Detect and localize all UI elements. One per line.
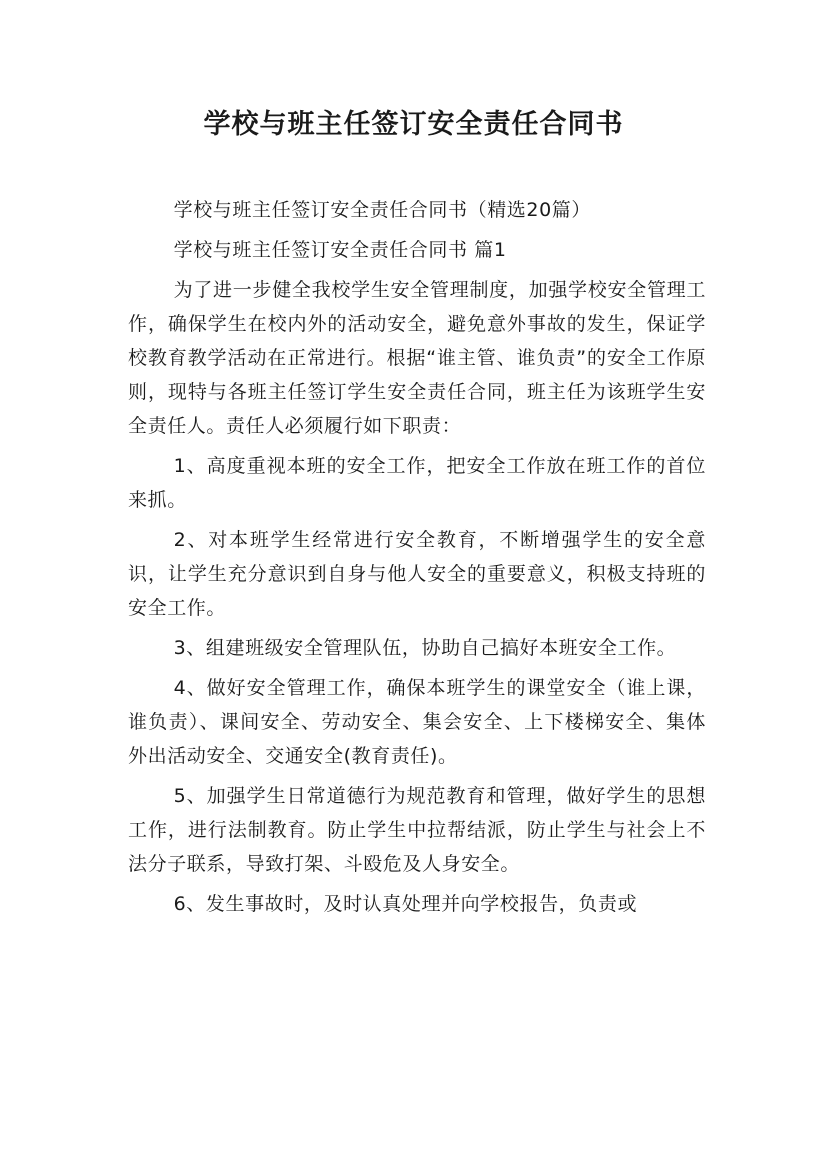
duty-item-2: 2、对本班学生经常进行安全教育，不断增强学生的安全意识，让学生充分意识到自身与他人安全的重要意义，积极支持班的安全工作。 [128, 529, 706, 619]
document-body [128, 193, 706, 927]
duty-item-4: 4、做好安全管理工作，确保本班学生的课堂安全（谁上课，谁负责）、课间安全、劳动安全、集会安全、上下楼梯安全、集体外出活动安全、交通安全(教育责任)。 [128, 677, 706, 767]
duty-item-5: 5、加强学生日常道德行为规范教育和管理，做好学生的思想工作，进行法制教育。防止学生中拉帮结派，防止学生与社会上不法分子联系，导致打架、斗殴危及人身安全。 [128, 785, 706, 875]
duty-item-6: 6、发生事故时，及时认真处理并向学校报告，负责或 [173, 893, 638, 915]
document-title: 学校与班主任签订安全责任合同书 [203, 109, 624, 140]
subtitle-line: 学校与班主任签订安全责任合同书（精选20篇） [173, 199, 591, 221]
duty-item-3: 3、组建班级安全管理队伍，协助自己搞好本班安全工作。 [173, 637, 677, 659]
intro-paragraph: 为了进一步健全我校学生安全管理制度，加强学校安全管理工作，确保学生在校内外的活动安全，避免意外事故的发生，保证学校教育教学活动在正常进行。根据“谁主管、谁负责”的安全工作原则，现特与各班主任签订学生安全责任合同，班主任为该班学生安全责任人。责任人必须履行如下职责： [128, 279, 706, 437]
duty-item-1: 1、高度重视本班的安全工作，把安全工作放在班工作的首位来抓。 [128, 455, 706, 511]
section-heading: 学校与班主任签订安全责任合同书 篇1 [173, 239, 507, 261]
